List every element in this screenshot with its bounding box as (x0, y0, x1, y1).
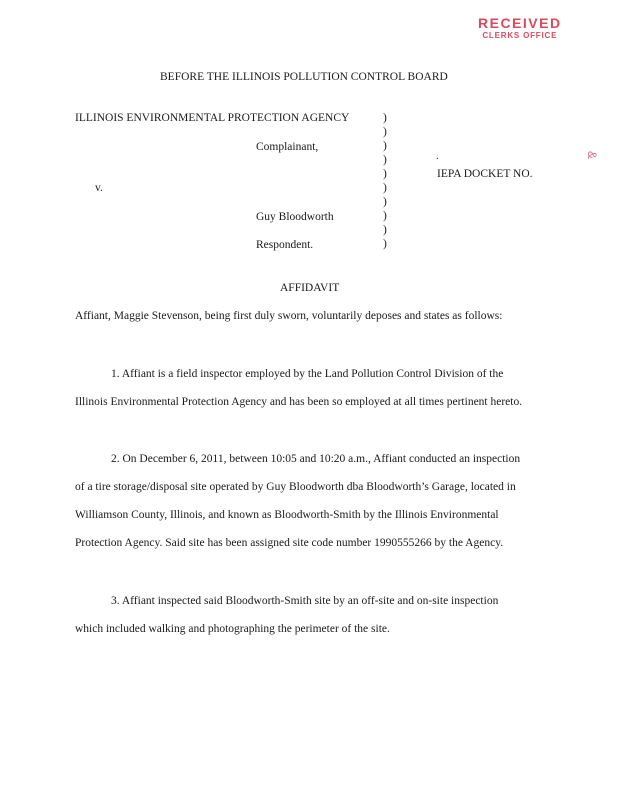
caption-paren: ) (383, 154, 387, 166)
paragraph-line: 2. On December 6, 2011, between 10:05 and 10:20 a.m., Affiant conducted an inspection (111, 453, 521, 465)
intro-statement: Affiant, Maggie Stevenson, being first duly sworn, voluntarily deposes and states as follows: (75, 310, 503, 322)
paragraph-1 (75, 360, 555, 416)
caption-paren: ) (383, 112, 387, 124)
versus: v. (95, 182, 103, 194)
margin-mark: & (585, 150, 600, 160)
caption-paren: ) (383, 140, 387, 152)
paragraph-line: 1. Affiant is a field inspector employed by the Land Pollution Control Division of the (111, 368, 504, 380)
stamp-line-clerks-office: CLERKS OFFICE (482, 31, 558, 40)
caption-paren: ) (383, 126, 387, 138)
paragraph-line: which included walking and photographing the perimeter of the site. (75, 623, 390, 635)
board-title: BEFORE THE ILLINOIS POLLUTION CONTROL BOARD (160, 71, 448, 83)
caption-paren: ) (383, 196, 387, 208)
respondent-name: Guy Bloodworth (256, 211, 334, 223)
caption-paren: ) (383, 210, 387, 222)
paragraph-line: of a tire storage/disposal site operated by Guy Bloodworth dba Bloodworth’s Garage, located in (75, 481, 516, 493)
docket-label: IEPA DOCKET NO. (437, 168, 533, 180)
stray-dot: . (436, 151, 439, 162)
caption-paren: ) (383, 182, 387, 194)
paragraph-line: Illinois Environmental Protection Agency and has been so employed at all times pertinent hereto. (75, 396, 523, 408)
respondent-label: Respondent. (256, 239, 314, 251)
caption-paren: ) (383, 238, 387, 250)
caption-paren: ) (383, 168, 387, 180)
paragraph-2 (75, 445, 555, 557)
document-heading: AFFIDAVIT (280, 282, 340, 294)
paragraph-line: Protection Agency. Said site has been assigned site code number 1990555266 by the Agency. (75, 537, 504, 549)
complainant-name: ILLINOIS ENVIRONMENTAL PROTECTION AGENCY (75, 112, 350, 124)
caption-paren: ) (383, 224, 387, 236)
paragraph-3 (75, 587, 555, 643)
paragraph-line: Williamson County, Illinois, and known as Bloodworth-Smith by the Illinois Environmental (75, 509, 499, 521)
stamp-line-received: RECEIVED (478, 15, 562, 31)
received-stamp (478, 16, 562, 40)
complainant-label: Complainant, (256, 141, 319, 153)
paragraph-line: 3. Affiant inspected said Bloodworth-Smith site by an off-site and on-site inspection (111, 595, 499, 607)
